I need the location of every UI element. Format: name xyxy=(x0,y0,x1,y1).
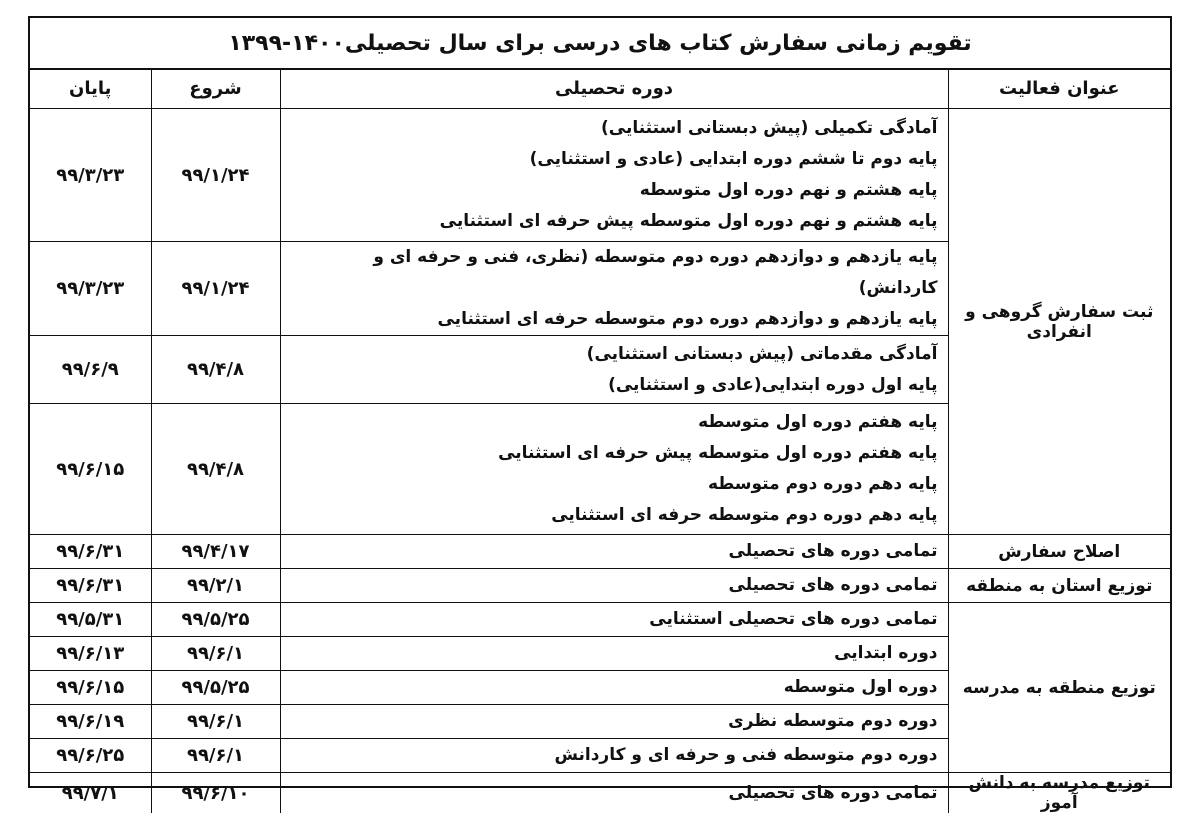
course-cell xyxy=(280,336,948,404)
course-cell xyxy=(280,109,948,242)
end-date-cell: ۹۹/۶/۱۵ xyxy=(30,404,151,535)
schedule-table xyxy=(30,68,1170,813)
course-line: پایه یازدهم و دوازدهم دوره دوم متوسطه حرفه ای استثنایی xyxy=(291,304,938,335)
end-date-cell: ۹۹/۶/۱۳ xyxy=(30,637,151,671)
end-date-cell: ۹۹/۶/۳۱ xyxy=(30,569,151,603)
start-date-cell: ۹۹/۴/۱۷ xyxy=(151,535,280,569)
table-row xyxy=(30,535,1170,569)
course-line: دوره دوم متوسطه فنی و حرفه ای و کاردانش xyxy=(291,740,938,771)
end-date-cell: ۹۹/۶/۹ xyxy=(30,336,151,404)
header-activity: عنوان فعالیت xyxy=(948,68,1170,109)
start-date-cell: ۹۹/۱/۲۴ xyxy=(151,242,280,336)
course-line: پایه دهم دوره دوم متوسطه xyxy=(291,469,938,500)
end-date-cell: ۹۹/۶/۱۹ xyxy=(30,705,151,739)
course-line: پایه اول دوره ابتدایی(عادی و استثنایی) xyxy=(291,370,938,401)
course-line: تمامی دوره های تحصیلی استثنایی xyxy=(291,604,938,635)
course-cell xyxy=(280,637,948,671)
course-cell xyxy=(280,671,948,705)
course-line: دوره اول متوسطه xyxy=(291,672,938,703)
table-row xyxy=(30,109,1170,242)
end-date-cell: ۹۹/۶/۳۱ xyxy=(30,535,151,569)
start-date-cell: ۹۹/۶/۱۰ xyxy=(151,773,280,813)
end-date-cell: ۹۹/۶/۲۵ xyxy=(30,739,151,773)
course-line: پایه هفتم دوره اول متوسطه پیش حرفه ای استثنایی xyxy=(291,438,938,469)
start-date-cell: ۹۹/۴/۸ xyxy=(151,336,280,404)
course-line: پایه دهم دوره دوم متوسطه حرفه ای استثنایی xyxy=(291,500,938,531)
activity-cell: اصلاح سفارش xyxy=(948,535,1170,569)
course-cell xyxy=(280,404,948,535)
activity-cell: ثبت سفارش گروهی و انفرادی xyxy=(948,109,1170,535)
table-row xyxy=(30,773,1170,813)
course-line: تمامی دوره های تحصیلی xyxy=(291,536,938,567)
end-date-cell: ۹۹/۳/۲۳ xyxy=(30,242,151,336)
course-cell xyxy=(280,773,948,813)
start-date-cell: ۹۹/۲/۱ xyxy=(151,569,280,603)
activity-cell: توزیع استان به منطقه xyxy=(948,569,1170,603)
header-course: دوره تحصیلی xyxy=(280,68,948,109)
course-line: تمامی دوره های تحصیلی xyxy=(291,778,938,809)
start-date-cell: ۹۹/۵/۲۵ xyxy=(151,603,280,637)
course-cell xyxy=(280,705,948,739)
course-line: پایه هفتم دوره اول متوسطه xyxy=(291,407,938,438)
calendar-sheet xyxy=(28,16,1172,788)
end-date-cell: ۹۹/۵/۳۱ xyxy=(30,603,151,637)
table-row xyxy=(30,603,1170,637)
course-cell xyxy=(280,569,948,603)
start-date-cell: ۹۹/۶/۱ xyxy=(151,705,280,739)
course-cell xyxy=(280,535,948,569)
course-cell xyxy=(280,739,948,773)
activity-cell: توزیع مدرسه به دانش آموز xyxy=(948,773,1170,813)
start-date-cell: ۹۹/۴/۸ xyxy=(151,404,280,535)
activity-cell: توزیع منطقه به مدرسه xyxy=(948,603,1170,773)
course-line: پایه دوم تا ششم دوره ابتدایی (عادی و استثنایی) xyxy=(291,144,938,175)
start-date-cell: ۹۹/۶/۱ xyxy=(151,637,280,671)
course-line: آمادگی مقدماتی (پیش دبستانی استثنایی) xyxy=(291,339,938,370)
course-line: پایه هشتم و نهم دوره اول متوسطه xyxy=(291,175,938,206)
document-title: تقویم زمانی سفارش کتاب های درسی برای سال تحصیلی۱۴۰۰-۱۳۹۹ xyxy=(30,18,1170,70)
end-date-cell: ۹۹/۷/۱ xyxy=(30,773,151,813)
course-line: دوره دوم متوسطه نظری xyxy=(291,706,938,737)
end-date-cell: ۹۹/۶/۱۵ xyxy=(30,671,151,705)
course-line: آمادگی تکمیلی (پیش دبستانی استثنایی) xyxy=(291,113,938,144)
start-date-cell: ۹۹/۵/۲۵ xyxy=(151,671,280,705)
start-date-cell: ۹۹/۶/۱ xyxy=(151,739,280,773)
table-header-row xyxy=(30,68,1170,109)
header-end: پایان xyxy=(30,68,151,109)
start-date-cell: ۹۹/۱/۲۴ xyxy=(151,109,280,242)
course-line: تمامی دوره های تحصیلی xyxy=(291,570,938,601)
course-line: دوره ابتدایی xyxy=(291,638,938,669)
table-row xyxy=(30,569,1170,603)
header-start: شروع xyxy=(151,68,280,109)
course-line: پایه یازدهم و دوازدهم دوره دوم متوسطه (نظری، فنی و حرفه ای و کاردانش) xyxy=(291,242,938,304)
course-cell xyxy=(280,242,948,336)
end-date-cell: ۹۹/۳/۲۳ xyxy=(30,109,151,242)
course-cell xyxy=(280,603,948,637)
course-line: پایه هشتم و نهم دوره اول متوسطه پیش حرفه ای استثنایی xyxy=(291,206,938,237)
